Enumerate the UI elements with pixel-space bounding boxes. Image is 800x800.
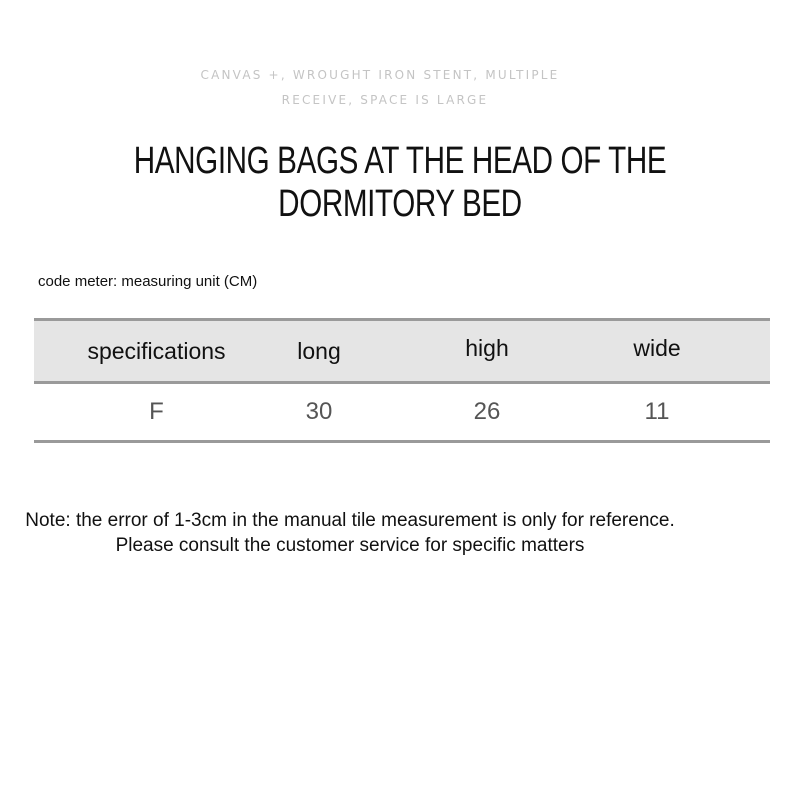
column-header-long: long — [297, 337, 341, 364]
cell-long: 30 — [305, 398, 333, 425]
column-header-specifications: specifications — [87, 337, 226, 364]
size-table — [34, 318, 770, 443]
subtitle-line-1: CANVAS +, WROUGHT IRON STENT, MULTIPLE — [200, 68, 560, 82]
measurement-note: Note: the error of 1-3cm in the manual tile measurement is only for reference. Please consult the customer service for specific matters — [25, 510, 675, 556]
unit-label: code meter: measuring unit (CM) — [38, 273, 258, 290]
page-title: HANGING BAGS AT THE HEAD OF THE DORMITORY BED — [133, 140, 667, 225]
table-row — [34, 384, 770, 443]
column-header-high: high — [465, 334, 509, 361]
cell-high: 26 — [473, 398, 501, 425]
table-header-row — [34, 318, 770, 384]
cell-specification: F — [149, 398, 164, 425]
subtitle-line-2: RECEIVE, SPACE IS LARGE — [281, 93, 489, 107]
column-header-wide: wide — [633, 334, 681, 361]
cell-wide: 11 — [644, 398, 670, 425]
